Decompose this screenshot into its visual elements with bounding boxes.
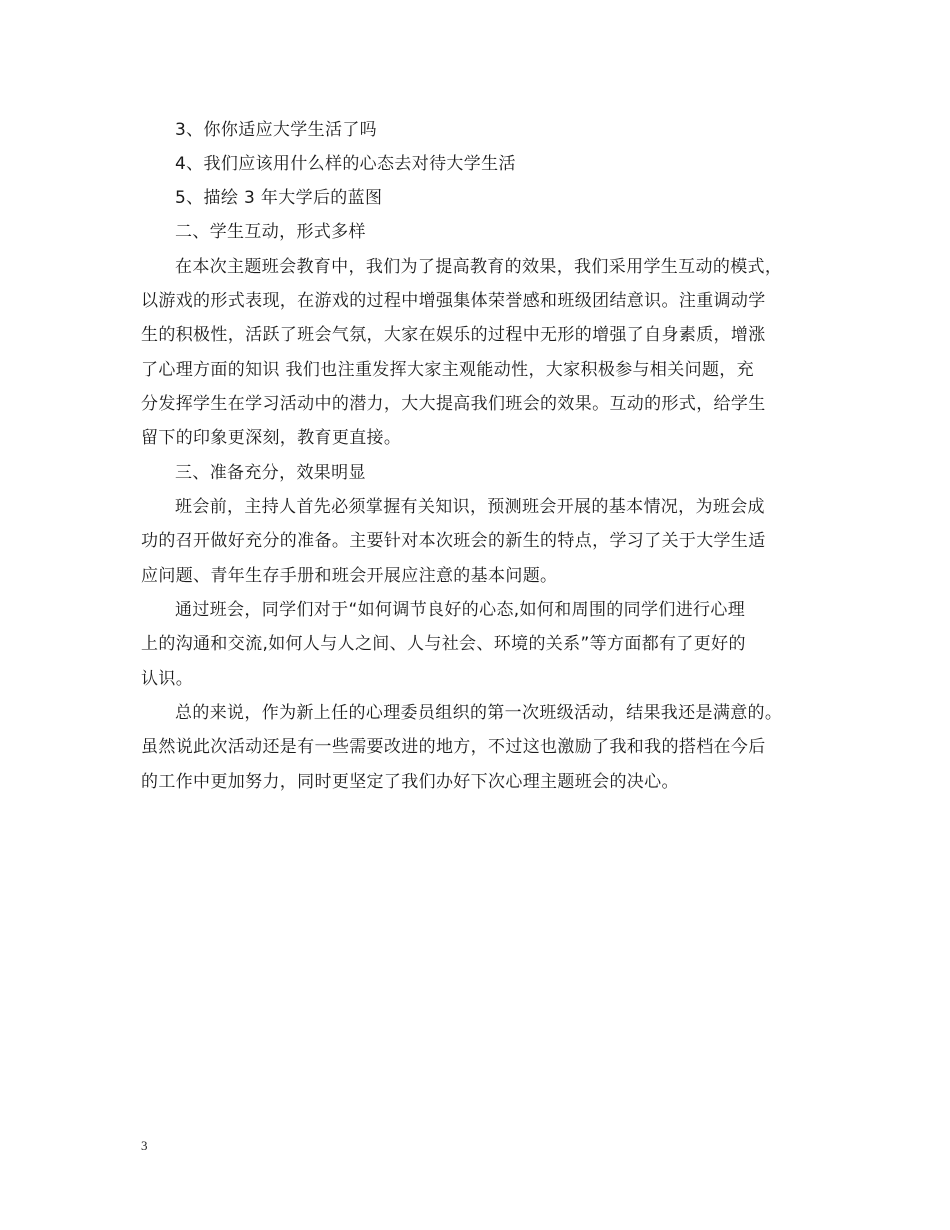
list-item-4: 4、我们应该用什么样的心态去对待大学生活 (175, 154, 516, 174)
paragraph-line: 的工作中更加努力，同时更坚定了我们办好下次心理主题班会的决心。 (141, 772, 679, 792)
paragraph-line: 上的沟通和交流,如何人与人之间、人与社会、环境的关系”等方面都有了更好的 (141, 634, 746, 654)
paragraph-line: 应问题、青年生存手册和班会开展应注意的基本问题。 (141, 566, 558, 586)
section-heading-2: 二、学生互动，形式多样 (175, 222, 366, 242)
paragraph-line: 虽然说此次活动还是有一些需要改进的地方，不过这也激励了我和我的搭档在今后 (141, 737, 766, 757)
paragraph-line: 了心理方面的知识 我们也注重发挥大家主观能动性，大家积极参与相关问题，充 (141, 360, 755, 380)
list-item-5: 5、描绘 3 年大学后的蓝图 (175, 188, 383, 208)
paragraph-line: 分发挥学生在学习活动中的潜力，大大提高我们班会的效果。互动的形式，给学生 (141, 394, 766, 414)
list-item-3: 3、你你适应大学生活了吗 (175, 120, 378, 140)
paragraph-line: 留下的印象更深刻，教育更直接。 (141, 428, 402, 448)
paragraph-line: 通过班会，同学们对于“如何调节良好的心态,如何和周围的同学们进行心理 (175, 600, 746, 620)
page-number: 3 (141, 1138, 148, 1153)
paragraph-line: 总的来说，作为新上任的心理委员组织的第一次班级活动，结果我还是满意的。 (175, 703, 783, 723)
paragraph-line: 在本次主题班会教育中，我们为了提高教育的效果，我们采用学生互动的模式， (175, 257, 783, 277)
paragraph-line: 生的积极性，活跃了班会气氛，大家在娱乐的过程中无形的增强了自身素质，增涨 (141, 325, 766, 345)
paragraph-line: 班会前，主持人首先必须掌握有关知识，预测班会开展的基本情况，为班会成 (175, 497, 765, 517)
paragraph-line: 认识。 (141, 669, 194, 689)
paragraph-line: 以游戏的形式表现，在游戏的过程中增强集体荣誉感和班级团结意识。注重调动学 (141, 291, 766, 311)
section-heading-3: 三、准备充分，效果明显 (175, 463, 366, 483)
paragraph-line: 功的召开做好充分的准备。主要针对本次班会的新生的特点，学习了关于大学生适 (141, 531, 766, 551)
